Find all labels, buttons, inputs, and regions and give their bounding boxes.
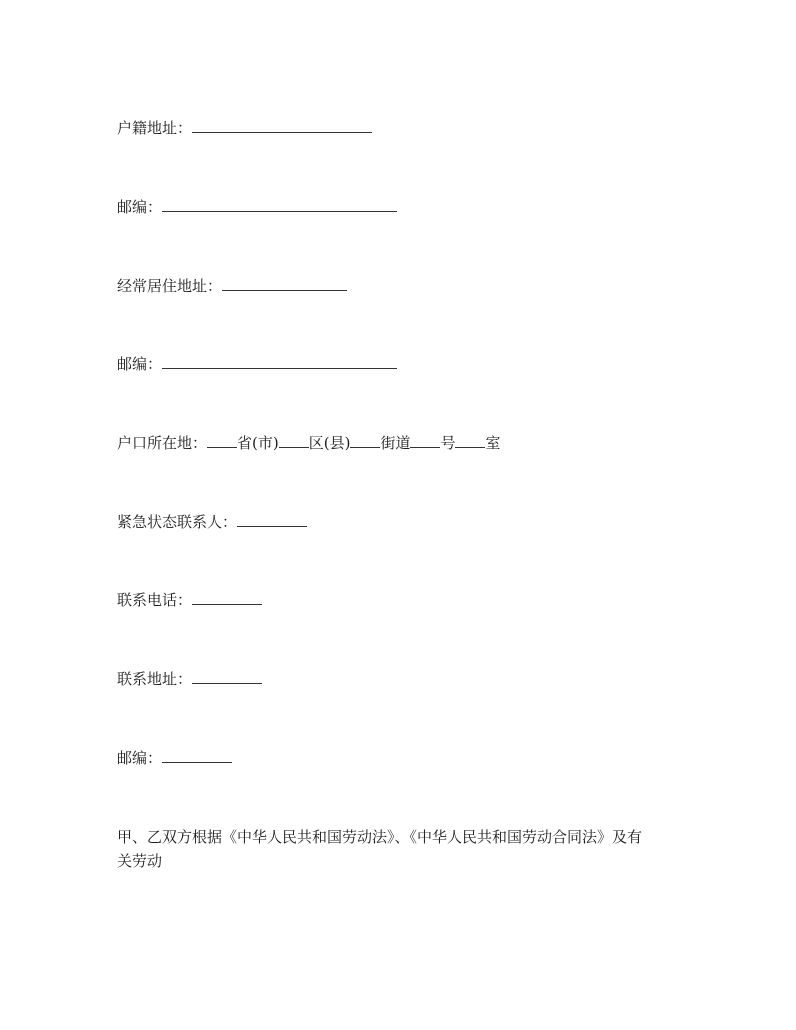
contract-basis-paragraph [117, 825, 697, 873]
district-label: 区(县) [308, 434, 351, 452]
number-blank[interactable] [410, 433, 440, 448]
hukou-location-row [117, 433, 501, 453]
residence-address-label: 经常居住地址： [117, 277, 223, 295]
contact-address-label: 联系地址： [117, 670, 193, 688]
residence-address-blank[interactable] [222, 276, 347, 291]
huji-address-blank[interactable] [192, 118, 372, 133]
contact-phone-blank[interactable] [192, 590, 262, 605]
hukou-location-label: 户口所在地： [117, 434, 208, 452]
huji-address-label: 户籍地址： [117, 119, 193, 137]
province-label: 省(市) [237, 434, 279, 452]
street-blank[interactable] [350, 433, 380, 448]
street-label: 街道 [380, 434, 411, 452]
postcode-label-1: 邮编： [117, 198, 163, 216]
number-label: 号 [440, 434, 456, 452]
postcode-blank-2[interactable] [162, 354, 397, 369]
postcode-label-3: 邮编： [117, 749, 163, 767]
contact-address-blank[interactable] [192, 669, 262, 684]
postcode-row-2 [117, 354, 397, 374]
postcode-row-3 [117, 748, 232, 768]
district-blank[interactable] [279, 433, 309, 448]
postcode-row-1 [117, 197, 397, 217]
postcode-blank-3[interactable] [162, 748, 232, 763]
contact-phone-label: 联系电话： [117, 591, 193, 609]
province-blank[interactable] [207, 433, 237, 448]
room-label: 室 [485, 434, 501, 452]
emergency-contact-blank[interactable] [237, 512, 307, 527]
postcode-label-2: 邮编： [117, 355, 163, 373]
contact-phone-row [117, 590, 262, 610]
paragraph-line-1: 甲、乙双方根据《中华人民共和国劳动法》、《中华人民共和国劳动合同法》及有 [117, 828, 643, 846]
contact-address-row [117, 669, 262, 689]
room-blank[interactable] [455, 433, 485, 448]
huji-address-row [117, 118, 372, 138]
emergency-contact-label: 紧急状态联系人： [117, 513, 238, 531]
residence-address-row [117, 276, 347, 296]
paragraph-line-2: 关劳动 [117, 852, 163, 870]
postcode-blank-1[interactable] [162, 197, 397, 212]
emergency-contact-row [117, 512, 307, 532]
